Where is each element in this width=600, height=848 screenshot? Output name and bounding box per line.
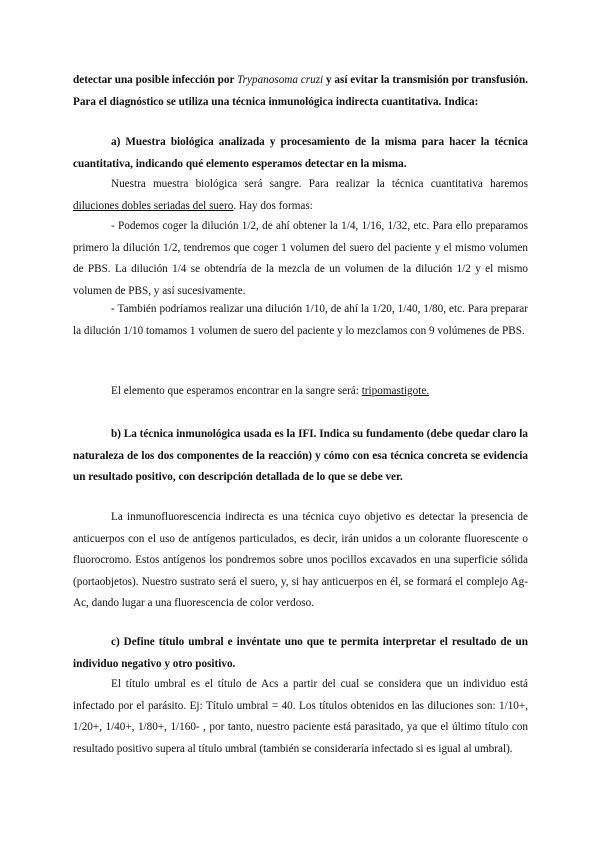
qa-p1-text-after: . Hay dos formas: — [233, 199, 313, 212]
question-c-paragraph-1: El título umbral es el título de Acs a partir del cual se considera que un individuo está infectado por el parásito. Ej: Título umbral = 40. Los títulos obtenidos en las diluciones son: 1/10+, 1/20+, 1/40+, 1/80+, 1/160- , por tanto, nuestro paciente está parasitado, ya que el último título con resultado positivo supera al título umbral (también se consideraría infectado si es igual al umbral). — [73, 678, 528, 755]
question-a-paragraph-1 — [73, 174, 528, 217]
qa-p4-text-before: El elemento que esperamos encontrar en la sangre será: — [111, 385, 362, 397]
question-a-paragraph-2: - Podemos coger la dilución 1/2, de ahí obtener la 1/4, 1/16, 1/32, etc. Para ello preparamos primero la dilución 1/2, tendremos que coger 1 volumen del suero del paciente y el mismo volumen de PBS. La dilución 1/4 se obtendría de la mezcla de un volumen de la dilución 1/2 y el mismo volumen de PBS, y así sucesivamente. — [73, 220, 528, 297]
qa-p1-text-before: Nuestra muestra biológica será sangre. Para realizar la técnica cuantitativa haremos — [111, 178, 528, 190]
question-b-heading: b) La técnica inmunológica usada es la IFI. Indica su fundamento (debe quedar claro la naturaleza de los dos componentes de la reacción) y cómo con esa técnica concreta se evidencia un resultado positivo, con descripción detallada de lo que se debe ver. — [73, 428, 528, 484]
question-b-paragraph-1: La inmunofluorescencia indirecta es una técnica cuyo objetivo es detectar la presencia de anticuerpos con el uso de antígenos particulados, es decir, irán unidos a un colorante fluorescente o fluorocromo. Estos antígenos los pondremos sobre unos pocillos excavados en una superficie sólida (portaobjetos). Nuestro sustrato será el suero, y, si hay anticuerpos en él, se formará el complejo Ag-Ac, dando lugar a una fluorescencia de color verdoso. — [73, 511, 528, 610]
question-a-paragraph-4 — [73, 381, 528, 403]
intro-text-after: y así evitar la transmisión por transfusión. Para el diagnóstico se utiliza una técnica inmunológica indirecta cuantitativa. Indica: — [73, 74, 528, 108]
question-a-paragraph-3: - También podríamos realizar una dilución 1/10, de ahí la 1/20, 1/40, 1/80, etc. Para preparar la dilución 1/10 tomamos 1 volumen de suero del paciente y lo mezclamos con 9 volúmenes de PBS. — [73, 303, 528, 337]
intro-paragraph — [73, 70, 528, 113]
question-c-heading: c) Define título umbral e invéntate uno que te permita interpretar el resultado de un individuo negativo y otro positivo. — [73, 636, 528, 670]
intro-species-name: Trypanosoma cruzi — [237, 74, 324, 86]
qa-p1-underlined-text: diluciones dobles seriadas del suero — [73, 199, 234, 212]
intro-text-before: detectar una posible infección por — [73, 74, 238, 86]
qa-p4-underlined-text: tripomastigote. — [361, 385, 430, 397]
question-a-heading: a) Muestra biológica analizada y procesamiento de la misma para hacer la técnica cuantitativa, indicando qué elemento esperamos detectar en la misma. — [73, 136, 528, 170]
